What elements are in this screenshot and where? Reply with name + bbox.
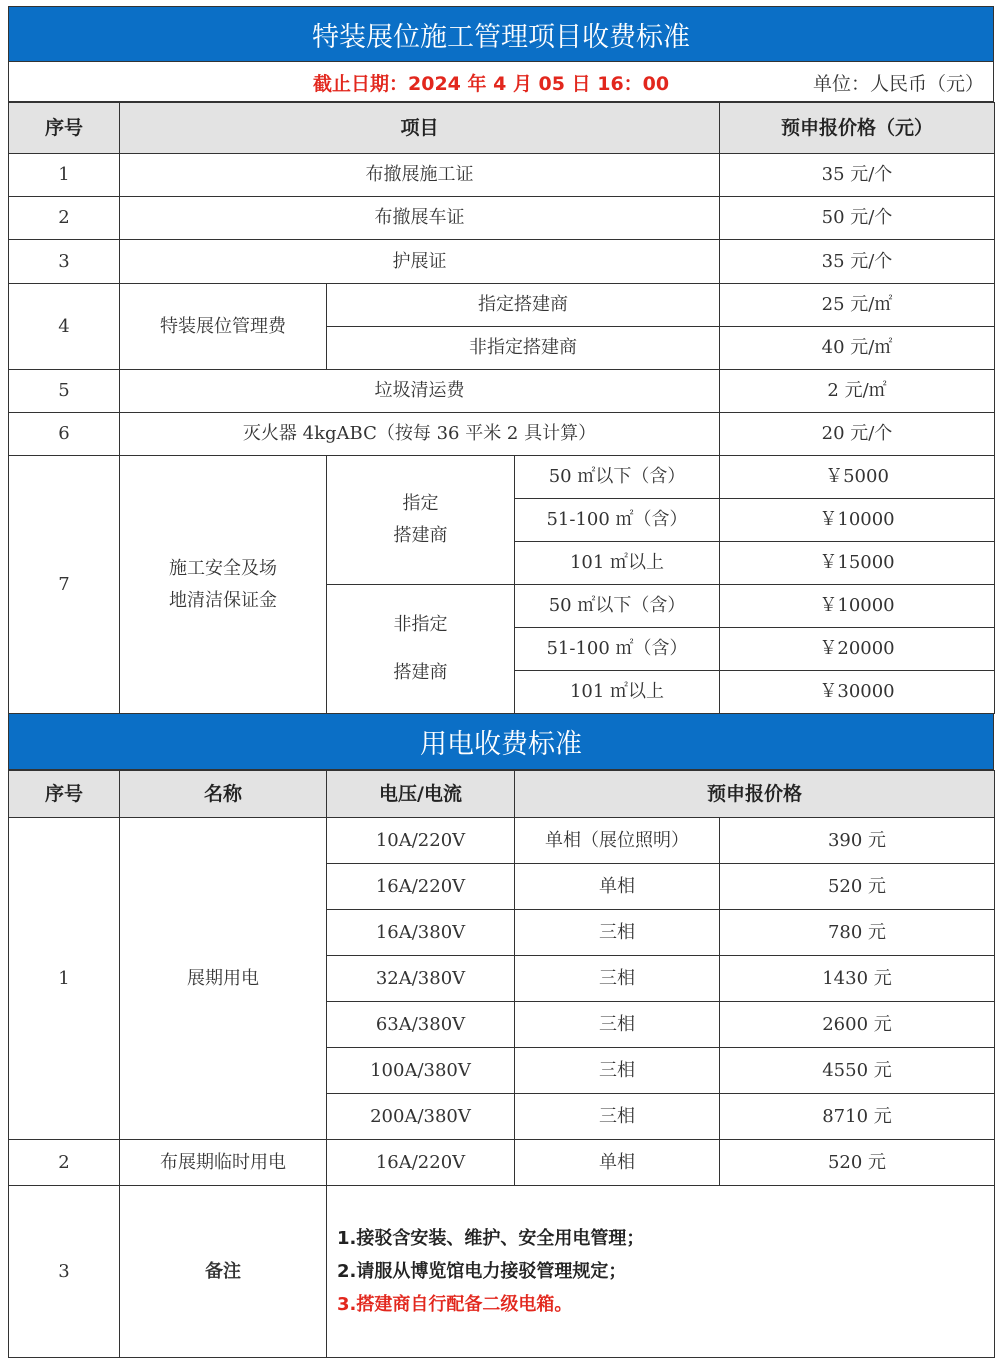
table-row	[9, 154, 995, 197]
notes-content	[327, 1186, 995, 1358]
row-phase: 三相	[515, 1094, 720, 1140]
row-phase: 三相	[515, 956, 720, 1002]
row-price: 1430 元	[720, 956, 995, 1002]
row-subitem: 指定搭建商	[327, 284, 720, 327]
tier-price: ￥20000	[720, 628, 995, 671]
designated-cell	[327, 456, 515, 585]
tier-price: ￥15000	[720, 542, 995, 585]
row-item: 灭火器 4kgABC（按每 36 平米 2 具计算）	[120, 413, 720, 456]
row-spec: 63A/380V	[327, 1002, 515, 1048]
row-no: 2	[9, 197, 120, 240]
designated-line-1: 指定	[402, 493, 439, 514]
row-no: 6	[9, 413, 120, 456]
power-fee-table	[8, 770, 995, 1358]
size-tier: 51-100 ㎡（含）	[515, 628, 720, 671]
row-price: 35 元/个	[720, 240, 995, 284]
row-price: 520 元	[720, 1140, 995, 1186]
note-2: 2.请服从博览馆电力接驳管理规定；	[337, 1261, 627, 1282]
row-no: 4	[9, 284, 120, 370]
row-subitem: 非指定搭建商	[327, 327, 720, 370]
header-price: 预申报价格	[515, 771, 995, 818]
deadline-bar	[8, 62, 994, 102]
table-row	[9, 456, 995, 499]
row-item: 布撤展施工证	[120, 154, 720, 197]
row-name: 展期用电	[120, 818, 327, 1140]
table-row	[9, 284, 995, 327]
row-price: 35 元/个	[720, 154, 995, 197]
fee-sheet	[8, 0, 994, 1358]
header-no: 序号	[9, 103, 120, 154]
note-3: 3.搭建商自行配备二级电箱。	[337, 1294, 573, 1315]
notes-row	[9, 1186, 995, 1358]
row-phase: 三相	[515, 1048, 720, 1094]
row-no: 3	[9, 1186, 120, 1358]
row-spec: 200A/380V	[327, 1094, 515, 1140]
row-phase: 单相	[515, 864, 720, 910]
size-tier: 101 ㎡以上	[515, 542, 720, 585]
header-item: 项目	[120, 103, 720, 154]
tier-price: ￥30000	[720, 671, 995, 714]
row-name: 布展期临时用电	[120, 1140, 327, 1186]
table-header-row	[9, 103, 995, 154]
nondesignated-cell	[327, 585, 515, 714]
row-phase: 单相	[515, 1140, 720, 1186]
row-item: 护展证	[120, 240, 720, 284]
header-price: 预申报价格（元）	[720, 103, 995, 154]
tier-price: ￥10000	[720, 499, 995, 542]
row-item: 特装展位管理费	[120, 284, 327, 370]
row-no: 1	[9, 818, 120, 1140]
row-no: 2	[9, 1140, 120, 1186]
row-phase: 三相	[515, 1002, 720, 1048]
item-line-1: 施工安全及场	[169, 557, 277, 579]
nondesignated-line-1: 非指定	[393, 614, 448, 635]
table-row	[9, 240, 995, 284]
row-no: 5	[9, 370, 120, 413]
designated-line-2: 搭建商	[393, 525, 448, 546]
header-no: 序号	[9, 771, 120, 818]
row-price: 4550 元	[720, 1048, 995, 1094]
note-1: 1.接驳含安装、维护、安全用电管理；	[337, 1228, 645, 1249]
table-header-row	[9, 771, 995, 818]
header-voltage: 电压/电流	[327, 771, 515, 818]
row-price: 520 元	[720, 864, 995, 910]
nondesignated-line-2: 搭建商	[393, 662, 448, 683]
row-item	[120, 456, 327, 714]
deadline-text: 截止日期：2024 年 4 月 05 日 16：00	[313, 73, 670, 95]
table-row	[9, 1140, 995, 1186]
table-row	[9, 197, 995, 240]
tier-price: ￥10000	[720, 585, 995, 628]
row-phase: 单相（展位照明）	[515, 818, 720, 864]
row-spec: 16A/220V	[327, 864, 515, 910]
table-row	[9, 413, 995, 456]
unit-text: 单位：人民币（元）	[812, 73, 984, 95]
row-price: 20 元/个	[720, 413, 995, 456]
row-phase: 三相	[515, 910, 720, 956]
construction-fee-table	[8, 102, 995, 714]
row-spec: 100A/380V	[327, 1048, 515, 1094]
row-price: 25 元/㎡	[720, 284, 995, 327]
power-title: 用电收费标准	[8, 713, 994, 770]
table-row	[9, 370, 995, 413]
row-item: 垃圾清运费	[120, 370, 720, 413]
size-tier: 51-100 ㎡（含）	[515, 499, 720, 542]
notes-label: 备注	[120, 1186, 327, 1358]
row-spec: 16A/380V	[327, 910, 515, 956]
row-item: 布撤展车证	[120, 197, 720, 240]
row-price: 8710 元	[720, 1094, 995, 1140]
row-price: 2 元/㎡	[720, 370, 995, 413]
row-price: 390 元	[720, 818, 995, 864]
row-no: 1	[9, 154, 120, 197]
row-no: 3	[9, 240, 120, 284]
size-tier: 50 ㎡以下（含）	[515, 456, 720, 499]
item-line-2: 地清洁保证金	[169, 589, 277, 611]
tier-price: ￥5000	[720, 456, 995, 499]
size-tier: 50 ㎡以下（含）	[515, 585, 720, 628]
row-price: 780 元	[720, 910, 995, 956]
construction-title: 特装展位施工管理项目收费标准	[8, 6, 994, 62]
row-spec: 16A/220V	[327, 1140, 515, 1186]
row-spec: 10A/220V	[327, 818, 515, 864]
row-price: 50 元/个	[720, 197, 995, 240]
row-spec: 32A/380V	[327, 956, 515, 1002]
row-price: 2600 元	[720, 1002, 995, 1048]
table-row	[9, 818, 995, 864]
row-price: 40 元/㎡	[720, 327, 995, 370]
header-name: 名称	[120, 771, 327, 818]
row-no: 7	[9, 456, 120, 714]
size-tier: 101 ㎡以上	[515, 671, 720, 714]
